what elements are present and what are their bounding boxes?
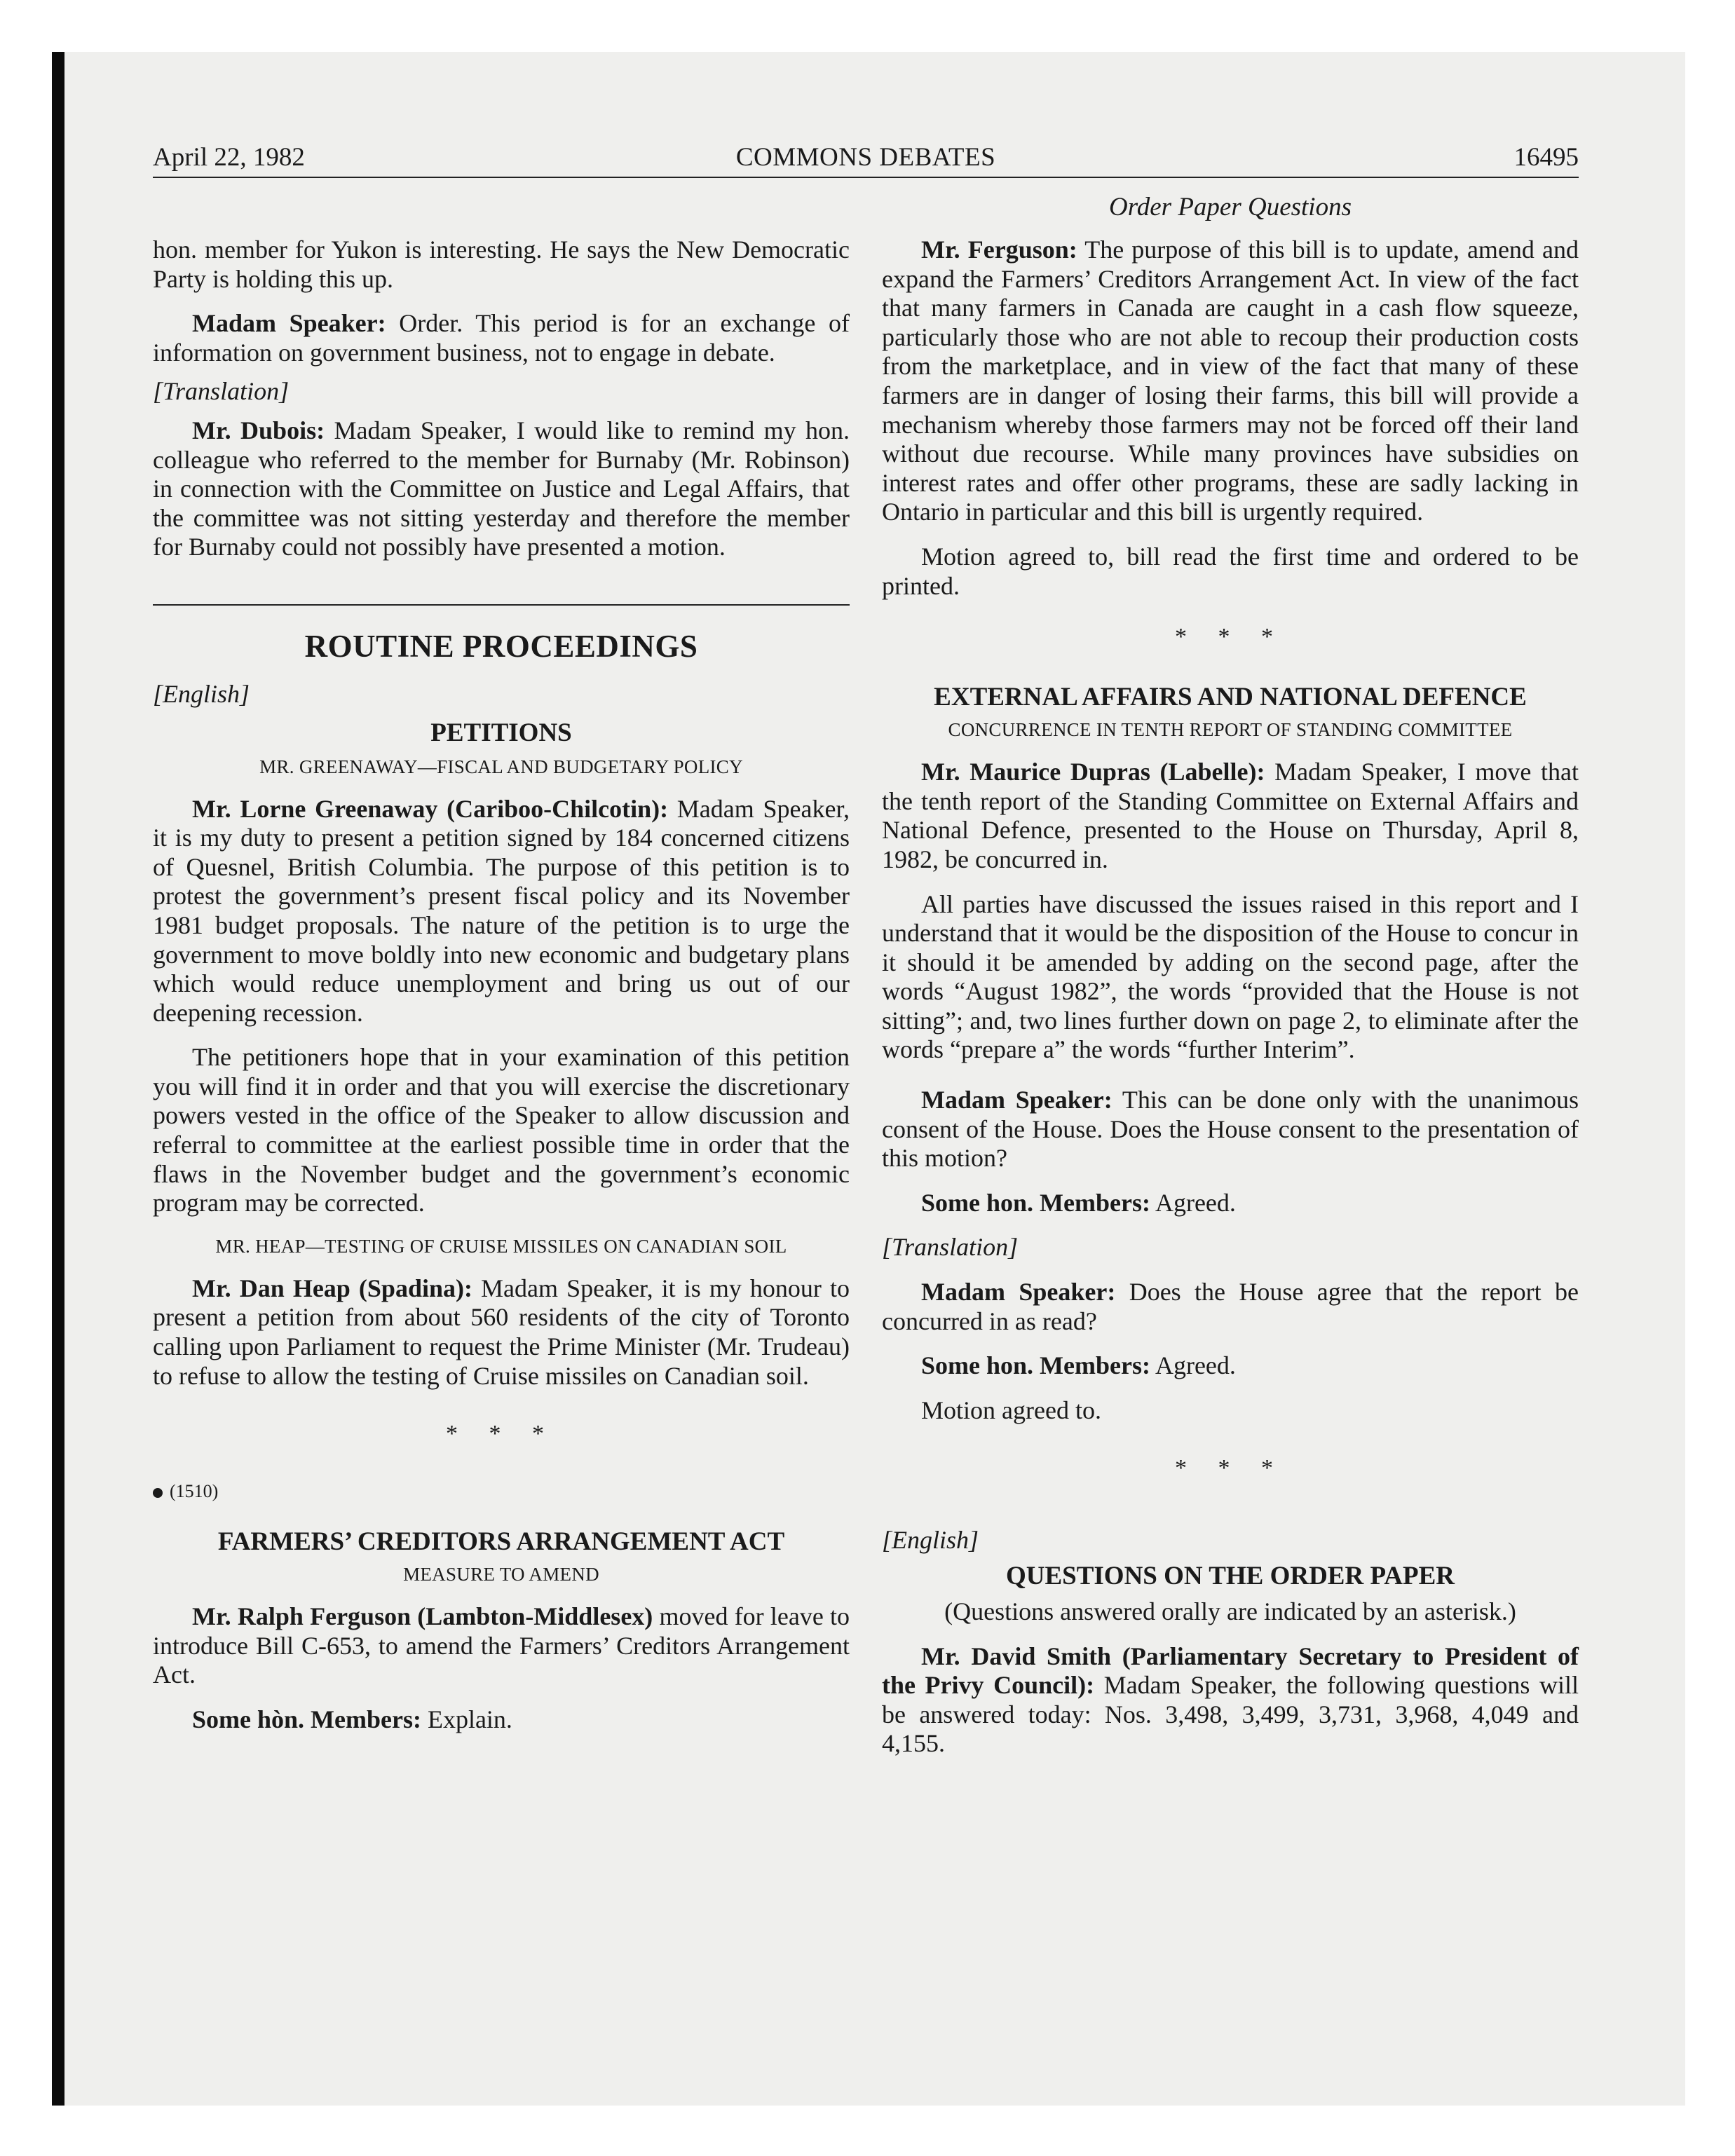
time-marker-text: (1510) — [170, 1481, 219, 1502]
speaker-name: Some hon. Members: — [921, 1351, 1150, 1380]
section-stars: * * * — [1175, 1455, 1286, 1482]
speech-text: Madam Speaker, I move that the tenth report of the Standing Committee on External Affairs and National Defence, presented to the House on Thursday, April 8, 1982, be concurred in. — [882, 758, 1579, 873]
speech-paragraph — [153, 416, 850, 562]
speaker-name: Madam Speaker: — [921, 1278, 1116, 1306]
speech-text: Agreed. — [1150, 1351, 1236, 1380]
scan-binding-edge — [52, 52, 64, 2106]
speaker-name: Madam Speaker: — [192, 309, 386, 338]
act-heading: FARMERS’ CREDITORS ARRANGEMENT ACT — [217, 1527, 785, 1557]
time-marker — [153, 1478, 850, 1506]
speaker-name: Some hòn. Members: — [192, 1705, 421, 1733]
speech-paragraph — [882, 1351, 1579, 1381]
section-stars: * * * — [446, 1421, 557, 1447]
page-header — [153, 140, 1579, 175]
paragraph: hon. member for Yukon is interesting. He says the New Democratic Party is holding this up. — [153, 236, 850, 293]
running-head: Order Paper Questions — [1109, 193, 1352, 221]
speech-paragraph — [153, 309, 850, 367]
questions-note: (Questions answered orally are indicated by an asterisk.) — [944, 1597, 1516, 1625]
speech-text: Madam Speaker, it is my honour to present a petition from about 560 residents of the city of Toronto calling upon Parliament to request the Prime Minister (Mr. Trudeau) to refuse to allow the testing of Cruise missiles on Canadian soil. — [153, 1274, 850, 1390]
speech-text: Does the House agree that the report be concurred in as read? — [882, 1278, 1579, 1335]
right-column — [882, 236, 1579, 1759]
header-rule — [153, 177, 1579, 178]
speaker-name: Mr. Dan Heap (Spadina): — [192, 1274, 472, 1302]
speaker-name: Some hon. Members: — [921, 1188, 1150, 1217]
language-marker: [Translation] — [882, 1233, 1019, 1262]
speech-paragraph — [882, 758, 1579, 874]
header-title: COMMONS DEBATES — [735, 143, 996, 172]
left-column — [153, 236, 850, 1735]
speaker-name: Madam Speaker: — [921, 1086, 1113, 1114]
ext-affairs-heading: EXTERNAL AFFAIRS AND NATIONAL DEFENCE — [934, 683, 1527, 712]
speaker-name: Mr. David Smith (Parliamentary Secretary to President of the Privy Council): — [882, 1642, 1579, 1700]
ext-affairs-subheading: CONCURRENCE IN TENTH REPORT OF STANDING COMMITTEE — [948, 719, 1513, 741]
speech-text: Agreed. — [1150, 1188, 1236, 1217]
petition-subheading: MR. HEAP—TESTING OF CRUISE MISSILES ON CANADIAN SOIL — [215, 1235, 787, 1257]
petition-subheading: MR. GREENAWAY—FISCAL AND BUDGETARY POLICY — [259, 756, 743, 777]
petitions-heading: PETITIONS — [430, 718, 572, 747]
paragraph: Motion agreed to. — [921, 1396, 1101, 1424]
speech-paragraph — [153, 1274, 850, 1391]
speech-text: The purpose of this bill is to update, amend and expand the Farmers’ Creditors Arrangement Act. In view of the fact that many farmers in Canada are caught in a cash flow squeeze, particularly those who are not able to recoup their production costs from the marketplace, and in view of the fact that many of these farmers are in danger of losing their farms, this bill will provide a mechanism whereby those farmers may not be forced off their land without due recourse. While many provinces have subsidies on interest rates and offer other programs, these are sadly lacking in Ontario in particular and this bill is urgently required. — [882, 236, 1579, 526]
bullet-icon — [153, 1488, 163, 1498]
speech-paragraph — [882, 236, 1579, 527]
speech-text: moved for leave to introduce Bill C-653, to amend the Farmers’ Creditors Arrangement Act. — [153, 1602, 850, 1689]
paragraph: All parties have discussed the issues raised in this report and I understand that it would be the disposition of the House to concur in it should it be amended by adding on the second page, after the words “August 1982”, the words “provided that the House is not sitting”; and, two lines further down on page 2, to eliminate after the words “prepare a” the words “further Interim”. — [882, 889, 1579, 1064]
paragraph: Motion agreed to, bill read the first time and ordered to be printed. — [882, 542, 1579, 600]
speech-paragraph — [153, 1602, 850, 1690]
section-stars: * * * — [1175, 624, 1286, 650]
speech-paragraph — [882, 1086, 1579, 1173]
header-page-number: 16495 — [1513, 143, 1579, 172]
language-marker: [English] — [882, 1526, 979, 1555]
speech-text: Order. This period is for an exchange of information on government business, not to engage in debate. — [153, 309, 850, 367]
speaker-name: Mr. Ralph Ferguson (Lambton-Middlesex) — [192, 1602, 653, 1631]
speech-text: Madam Speaker, the following questions will be answered today: Nos. 3,498, 3,499, 3,731, 3,968, 4,049 and 4,155. — [882, 1671, 1579, 1758]
speaker-name: Mr. Dubois: — [192, 416, 325, 444]
speech-paragraph — [882, 1189, 1579, 1218]
speaker-name: Mr. Maurice Dupras (Labelle): — [921, 758, 1265, 786]
section-title: ROUTINE PROCEEDINGS — [304, 628, 698, 664]
speech-text: Madam Speaker, it is my duty to present a petition signed by 184 concerned citizens of Quesnel, British Columbia. The purpose of this petition is to protest the government’s present fiscal policy and its November 1981 budget proposals. The nature of the petition is to urge the government to move boldly into new economic and budgetary plans which would reduce unemployment and bring us out of our deepening recession. — [153, 794, 850, 1027]
speech-paragraph — [153, 1705, 850, 1735]
speech-paragraph — [882, 1278, 1579, 1336]
speech-text: Explain. — [421, 1705, 512, 1733]
header-date: April 22, 1982 — [153, 143, 305, 172]
speech-paragraph — [153, 795, 850, 1028]
paragraph: The petitioners hope that in your examination of this petition you will find it in order and that you will exercise the discretionary powers vested in the office of the Speaker to allow discussion and referral to committee at the earliest possible time in order that the flaws in the November budget and the government’s economic program may be corrected. — [153, 1043, 850, 1217]
act-subheading: MEASURE TO AMEND — [403, 1564, 599, 1585]
language-marker: [English] — [153, 679, 250, 708]
speech-text: This can be done only with the unanimous consent of the House. Does the House consent to the presentation of this motion? — [882, 1086, 1579, 1173]
language-marker: [Translation] — [153, 377, 290, 406]
questions-heading: QUESTIONS ON THE ORDER PAPER — [1005, 1562, 1455, 1590]
speech-paragraph — [882, 1642, 1579, 1759]
speech-text: Madam Speaker, I would like to remind my hon. colleague who referred to the member for Burnaby (Mr. Robinson) in connection with the Committee on Justice and Legal Affairs, that the committee was not sitting yesterday and therefore the member for Burnaby could not possibly have presented a motion. — [153, 416, 850, 561]
speaker-name: Mr. Ferguson: — [921, 236, 1077, 264]
speaker-name: Mr. Lorne Greenaway (Cariboo-Chilcotin): — [192, 794, 669, 823]
